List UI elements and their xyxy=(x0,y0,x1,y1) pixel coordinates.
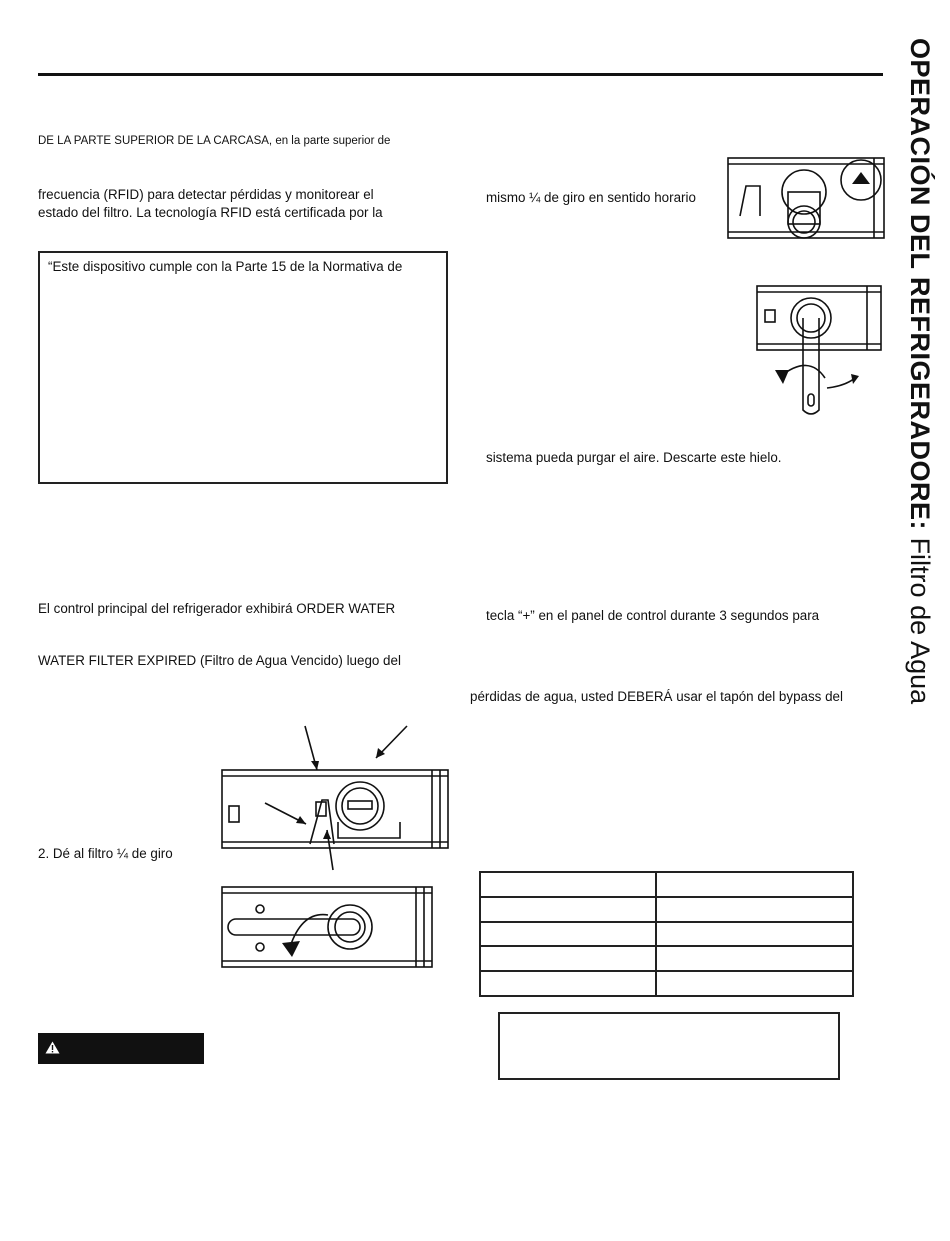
bypass-plug-illustration xyxy=(726,156,886,242)
table-cell xyxy=(656,872,853,897)
filter-turn-illustration xyxy=(220,885,434,971)
table-cell xyxy=(656,922,853,947)
table-row xyxy=(480,971,853,996)
table-row xyxy=(480,946,853,971)
table-row xyxy=(480,897,853,922)
table-cell xyxy=(480,897,656,922)
section-title-bold: OPERACIÓN DEL REFRIGERADORE: xyxy=(905,38,935,531)
table-cell xyxy=(480,872,656,897)
paragraph-order-filter: El control principal del refrigerador exhibirá ORDER WATER xyxy=(38,601,396,616)
header-rule xyxy=(38,73,883,76)
table-cell xyxy=(656,897,853,922)
filter-housing-illustration xyxy=(220,724,452,874)
right-paragraph-4: pérdidas de agua, usted DEBERÁ usar el tapón del bypass del xyxy=(470,689,843,704)
section-title xyxy=(903,38,937,704)
right-paragraph-3: tecla “+” en el panel de control durante 3 segundos para xyxy=(486,608,820,623)
filter-install-illustration xyxy=(755,284,883,424)
table-cell xyxy=(480,971,656,996)
right-paragraph-1: mismo ¼ de giro en sentido horario xyxy=(486,190,696,205)
section-title-normal: Filtro de Agua xyxy=(905,537,935,705)
table-row xyxy=(480,922,853,947)
warning-icon xyxy=(45,1041,60,1054)
table-cell xyxy=(656,971,853,996)
table-cell xyxy=(480,922,656,947)
paragraph-top: DE LA PARTE SUPERIOR DE LA CARCASA, en la parte superior de xyxy=(38,135,391,147)
fcc-notice-text: “Este dispositivo cumple con la Parte 15 de la Normativa de xyxy=(48,259,403,274)
paragraph-rfid-line1: frecuencia (RFID) para detectar pérdidas y monitorear el xyxy=(38,187,374,202)
table-cell xyxy=(656,946,853,971)
note-box xyxy=(498,1012,840,1080)
step-2-text: 2. Dé al filtro ¼ de giro xyxy=(38,846,173,861)
right-paragraph-2: sistema pueda purgar el aire. Descarte este hielo. xyxy=(486,450,782,465)
paragraph-rfid-line2: estado del filtro. La tecnología RFID está certificada por la xyxy=(38,205,383,220)
filter-table xyxy=(479,871,854,997)
table-cell xyxy=(480,946,656,971)
paragraph-filter-expired: WATER FILTER EXPIRED (Filtro de Agua Vencido) luego del xyxy=(38,653,401,668)
warning-banner xyxy=(38,1033,204,1064)
table-row xyxy=(480,872,853,897)
fcc-notice-box xyxy=(38,251,448,484)
